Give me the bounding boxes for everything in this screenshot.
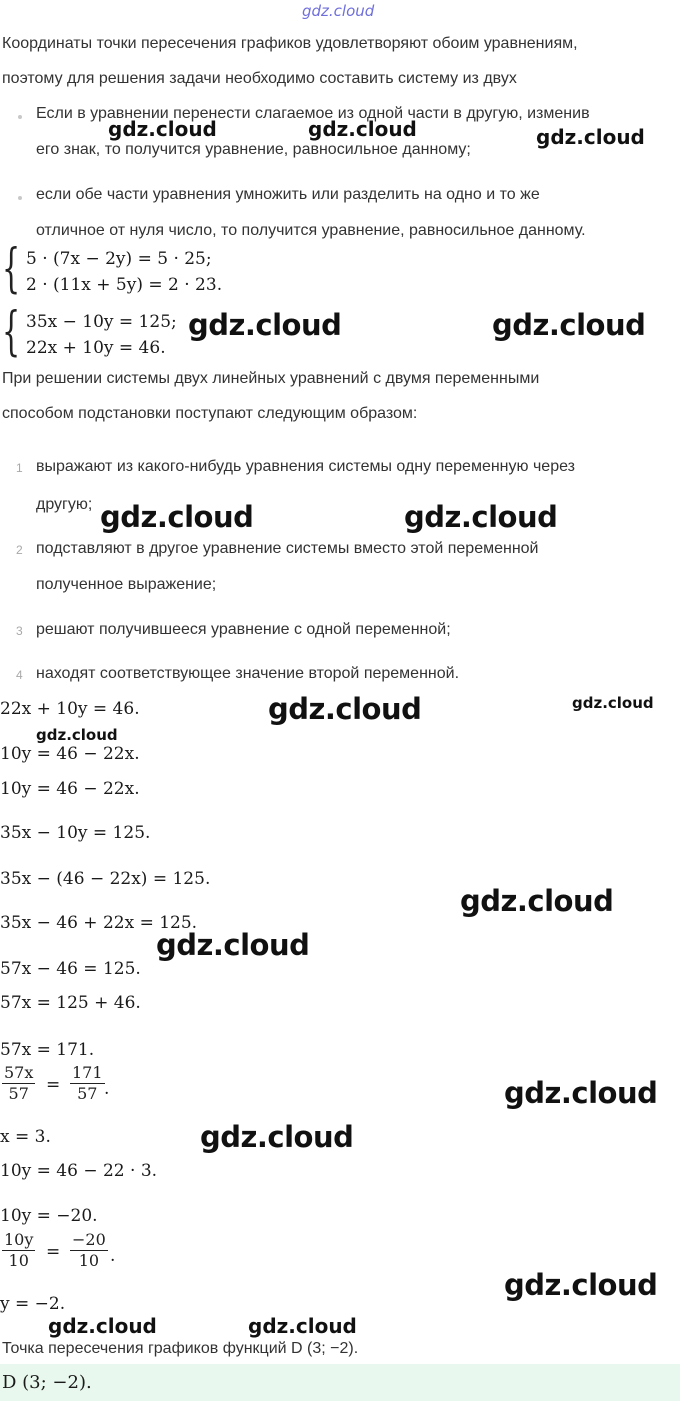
rule-1-line-1: Если в уравнении перенести слагаемое из одной части в другую, изменив [36, 105, 590, 122]
period: . [110, 1246, 116, 1266]
solution-eq: 35x − (46 − 22x) = 125. [0, 869, 211, 889]
step-3-line-1: решают получившееся уравнение с одной переменной; [36, 621, 451, 638]
watermark: gdz.cloud [36, 726, 118, 744]
watermark: gdz.cloud [48, 1314, 157, 1338]
solution-eq: 10y = 46 − 22x. [0, 779, 140, 799]
equals-sign: = [46, 1075, 61, 1095]
fraction-numerator: 10y [4, 1230, 34, 1249]
fraction-numerator: 171 [72, 1063, 103, 1082]
fraction-numerator: −20 [72, 1230, 106, 1249]
step-1-line-1: выражают из какого-нибудь уравнения системы одну переменную через [36, 458, 575, 475]
step-number: 3 [16, 624, 23, 638]
solution-eq: 57x = 171. [0, 1040, 95, 1060]
fraction [2, 1063, 35, 1104]
solution-eq: 57x − 46 = 125. [0, 959, 141, 979]
fraction-denominator: 10 [8, 1251, 29, 1270]
watermark: gdz.cloud [156, 928, 310, 962]
fraction [70, 1063, 105, 1104]
watermark: gdz.cloud [504, 1076, 658, 1110]
system-brace: { [2, 239, 21, 299]
rule-2-line-2: отличное от нуля число, то получится уравнение, равносильное данному. [36, 222, 586, 239]
system-brace: { [2, 302, 21, 362]
step-1-line-2: другую; [36, 496, 93, 513]
solution-eq: 10y = −20. [0, 1206, 98, 1226]
step-number: 2 [16, 543, 23, 557]
solution-eq: 22x + 10y = 46. [0, 699, 140, 719]
fraction-denominator: 10 [78, 1251, 100, 1270]
watermark: gdz.cloud [504, 1268, 658, 1302]
method-line-1: При решении системы двух линейных уравнений с двумя переменными [2, 370, 540, 387]
step-2-line-1: подставляют в другое уравнение системы вместо этой переменной [36, 540, 539, 557]
watermark: gdz.cloud [200, 1120, 354, 1154]
watermark: gdz.cloud [248, 1314, 357, 1338]
step-4-line-1: находят соответствующее значение второй переменной. [36, 665, 460, 682]
method-line-2: способом подстановки поступают следующим образом: [2, 405, 418, 422]
step-number: 1 [16, 461, 23, 475]
step-number: 4 [16, 668, 23, 682]
watermark: gdz.cloud [108, 117, 217, 141]
fraction-denominator: 57 [77, 1084, 98, 1103]
watermark: gdz.cloud [536, 125, 645, 149]
watermark: gdz.cloud [460, 884, 614, 918]
bullet-icon [18, 115, 22, 119]
conclusion: Точка пересечения графиков функций D (3; −2). [2, 1340, 359, 1357]
watermark: gdz.cloud [268, 692, 422, 726]
step-2-line-2: полученное выражение; [36, 576, 217, 593]
equals-sign: = [46, 1242, 61, 1262]
rule-1-line-2: его знак, то получится уравнение, равносильное данному; [36, 141, 471, 158]
system-2-eq-1: 35x − 10y = 125; [26, 312, 177, 332]
watermark: gdz.cloud [188, 308, 342, 342]
intro-line-2: поэтому для решения задачи необходимо составить систему из двух [2, 70, 517, 87]
fraction [70, 1230, 108, 1271]
fraction-denominator: 57 [8, 1084, 29, 1103]
rule-2-line-1: если обе части уравнения умножить или разделить на одно и то же [36, 186, 540, 203]
watermark: gdz.cloud [492, 308, 646, 342]
solution-eq: 35x − 46 + 22x = 125. [0, 913, 198, 933]
bullet-icon [18, 196, 22, 200]
answer: D (3; −2). [2, 1372, 92, 1393]
system-1-eq-2: 2 · (11x + 5y) = 2 · 23. [26, 275, 223, 295]
answer-box [0, 1364, 680, 1401]
solution-eq: x = 3. [0, 1127, 51, 1147]
watermark: gdz.cloud [100, 500, 254, 534]
watermark-top: gdz.cloud [302, 2, 375, 20]
solution-eq: 57x = 125 + 46. [0, 993, 141, 1013]
intro-line-1: Координаты точки пересечения графиков удовлетворяют обоим уравнениям, [2, 35, 578, 52]
system-2-eq-2: 22x + 10y = 46. [26, 338, 166, 358]
solution-eq: 35x − 10y = 125. [0, 823, 151, 843]
period: . [104, 1079, 110, 1099]
fraction-numerator: 57x [4, 1063, 34, 1082]
watermark: gdz.cloud [572, 694, 654, 712]
watermark: gdz.cloud [308, 117, 417, 141]
solution-eq: 10y = 46 − 22x. [0, 744, 140, 764]
watermark: gdz.cloud [404, 500, 558, 534]
system-1-eq-1: 5 · (7x − 2y) = 5 · 25; [26, 249, 212, 269]
fraction [2, 1230, 35, 1271]
solution-eq: 10y = 46 − 22 · 3. [0, 1161, 158, 1181]
solution-eq: y = −2. [0, 1294, 66, 1314]
